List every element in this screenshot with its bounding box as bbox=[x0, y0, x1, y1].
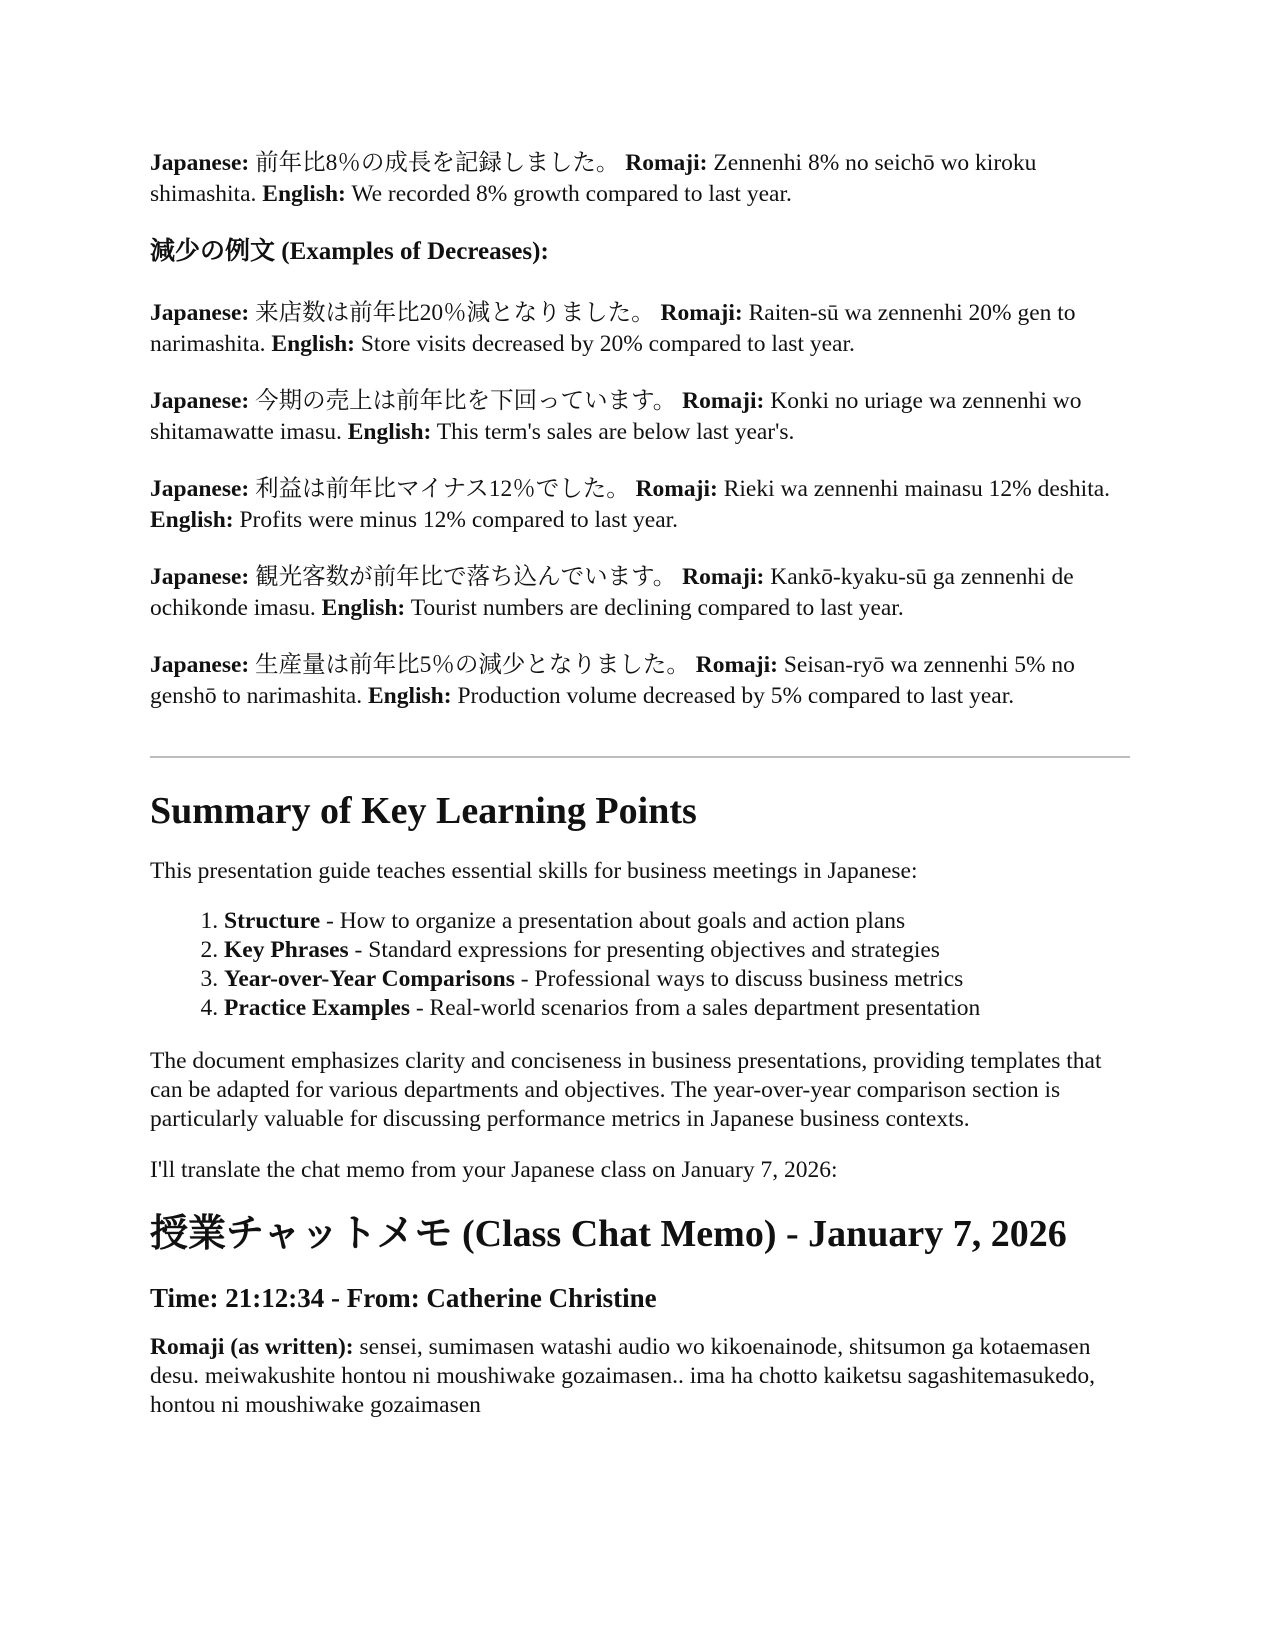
japanese-text: 生産量は前年比5％の減少となりました。 bbox=[255, 652, 690, 678]
romaji-label: Romaji: bbox=[635, 476, 718, 502]
english-label: English: bbox=[262, 181, 346, 207]
decrease-example bbox=[150, 298, 1130, 360]
memo-romaji bbox=[150, 1333, 1130, 1420]
list-item bbox=[224, 936, 1130, 965]
point-term: Structure bbox=[224, 908, 321, 934]
list-item bbox=[224, 907, 1130, 936]
point-desc: - Professional ways to discuss business metrics bbox=[514, 966, 964, 992]
romaji-label: Romaji: bbox=[682, 564, 765, 590]
decrease-example bbox=[150, 562, 1130, 624]
romaji-text: Seisan-ryō wa zennenhi 5% no genshō to narimashita. bbox=[150, 652, 1075, 709]
japanese-label: Japanese: bbox=[150, 476, 250, 502]
decrease-example bbox=[150, 474, 1130, 536]
point-desc: - Real-world scenarios from a sales department presentation bbox=[409, 995, 981, 1021]
list-item bbox=[224, 994, 1130, 1023]
english-text: We recorded 8% growth compared to last year. bbox=[351, 181, 792, 207]
decrease-example bbox=[150, 650, 1130, 712]
japanese-label: Japanese: bbox=[150, 652, 250, 678]
romaji-as-written-label: Romaji (as written): bbox=[150, 1334, 354, 1360]
english-label: English: bbox=[347, 419, 432, 445]
japanese-label: Japanese: bbox=[150, 564, 250, 590]
english-text: Production volume decreased by 5% compared to last year. bbox=[457, 683, 1015, 709]
romaji-text: Raiten-sū wa zennenhi 20% gen to narimashita. bbox=[150, 300, 1076, 357]
japanese-text: 今期の売上は前年比を下回っています。 bbox=[255, 388, 677, 414]
summary-intro: This presentation guide teaches essential skills for business meetings in Japanese: bbox=[150, 858, 918, 884]
english-label: English: bbox=[367, 683, 452, 709]
document-page bbox=[150, 148, 1130, 1420]
romaji-as-written-text: sensei, sumimasen watashi audio wo kikoenainode, shitsumon ga kotaemasen desu. meiwakushite hontou ni moushiwake gozaimasen.. ima ha chotto kaiketsu sagashitemasukedo, hontou ni moushiwake gozaimasen bbox=[150, 1334, 1096, 1418]
romaji-label: Romaji: bbox=[660, 300, 743, 326]
point-term: Key Phrases bbox=[224, 937, 349, 963]
japanese-text: 利益は前年比マイナス12％でした。 bbox=[255, 476, 630, 502]
japanese-label: Japanese: bbox=[150, 300, 250, 326]
point-term: Practice Examples bbox=[224, 995, 410, 1021]
point-term: Year-over-Year Comparisons bbox=[224, 966, 515, 992]
increase-example bbox=[150, 148, 1130, 210]
point-desc: - Standard expressions for presenting objectives and strategies bbox=[348, 937, 940, 963]
japanese-label: Japanese: bbox=[150, 388, 250, 414]
japanese-text: 前年比8％の成長を記録しました。 bbox=[255, 150, 620, 176]
decrease-example bbox=[150, 386, 1130, 448]
point-desc: - How to organize a presentation about goals and action plans bbox=[320, 908, 906, 934]
japanese-text: 来店数は前年比20％減となりました。 bbox=[255, 300, 655, 326]
list-item bbox=[224, 965, 1130, 994]
english-text: Tourist numbers are declining compared to last year. bbox=[410, 595, 904, 621]
english-label: English: bbox=[271, 331, 355, 357]
horizontal-divider bbox=[150, 756, 1130, 758]
english-text: Profits were minus 12% compared to last year. bbox=[239, 507, 679, 533]
translate-note: I'll translate the chat memo from your Japanese class on January 7, 2026: bbox=[150, 1157, 838, 1183]
romaji-text: Kankō-kyaku-sū ga zennenhi de ochikonde imasu. bbox=[150, 564, 1074, 621]
decrease-heading: 減少の例文 (Examples of Decreases): bbox=[150, 238, 549, 265]
romaji-label: Romaji: bbox=[682, 388, 765, 414]
romaji-label: Romaji: bbox=[625, 150, 708, 176]
memo-heading: 授業チャットメモ (Class Chat Memo) - January 7, 2026 bbox=[150, 1213, 1067, 1255]
english-text: This term's sales are below last year's. bbox=[436, 419, 795, 445]
memo-time-heading: Time: 21:12:34 - From: Catherine Christine bbox=[150, 1283, 657, 1313]
key-points-list bbox=[150, 907, 1130, 1023]
summary-heading: Summary of Key Learning Points bbox=[150, 790, 697, 832]
english-label: English: bbox=[321, 595, 406, 621]
romaji-text: Zennenhi 8% no seichō wo kiroku shimashita. bbox=[150, 150, 1037, 207]
japanese-text: 観光客数が前年比で落ち込んでいます。 bbox=[255, 564, 677, 590]
japanese-label: Japanese: bbox=[150, 150, 250, 176]
summary-conclusion: The document emphasizes clarity and conciseness in business presentations, providing templates that can be adapted for various departments and objectives. The year-over-year comparison section is particularly valuable for discussing performance metrics in Japanese business contexts. bbox=[150, 1048, 1102, 1132]
english-label: English: bbox=[150, 507, 234, 533]
romaji-text: Konki no uriage wa zennenhi wo shitamawatte imasu. bbox=[150, 388, 1082, 445]
romaji-label: Romaji: bbox=[695, 652, 778, 678]
romaji-text: Rieki wa zennenhi mainasu 12% deshita. bbox=[723, 476, 1111, 502]
english-text: Store visits decreased by 20% compared to last year. bbox=[360, 331, 855, 357]
